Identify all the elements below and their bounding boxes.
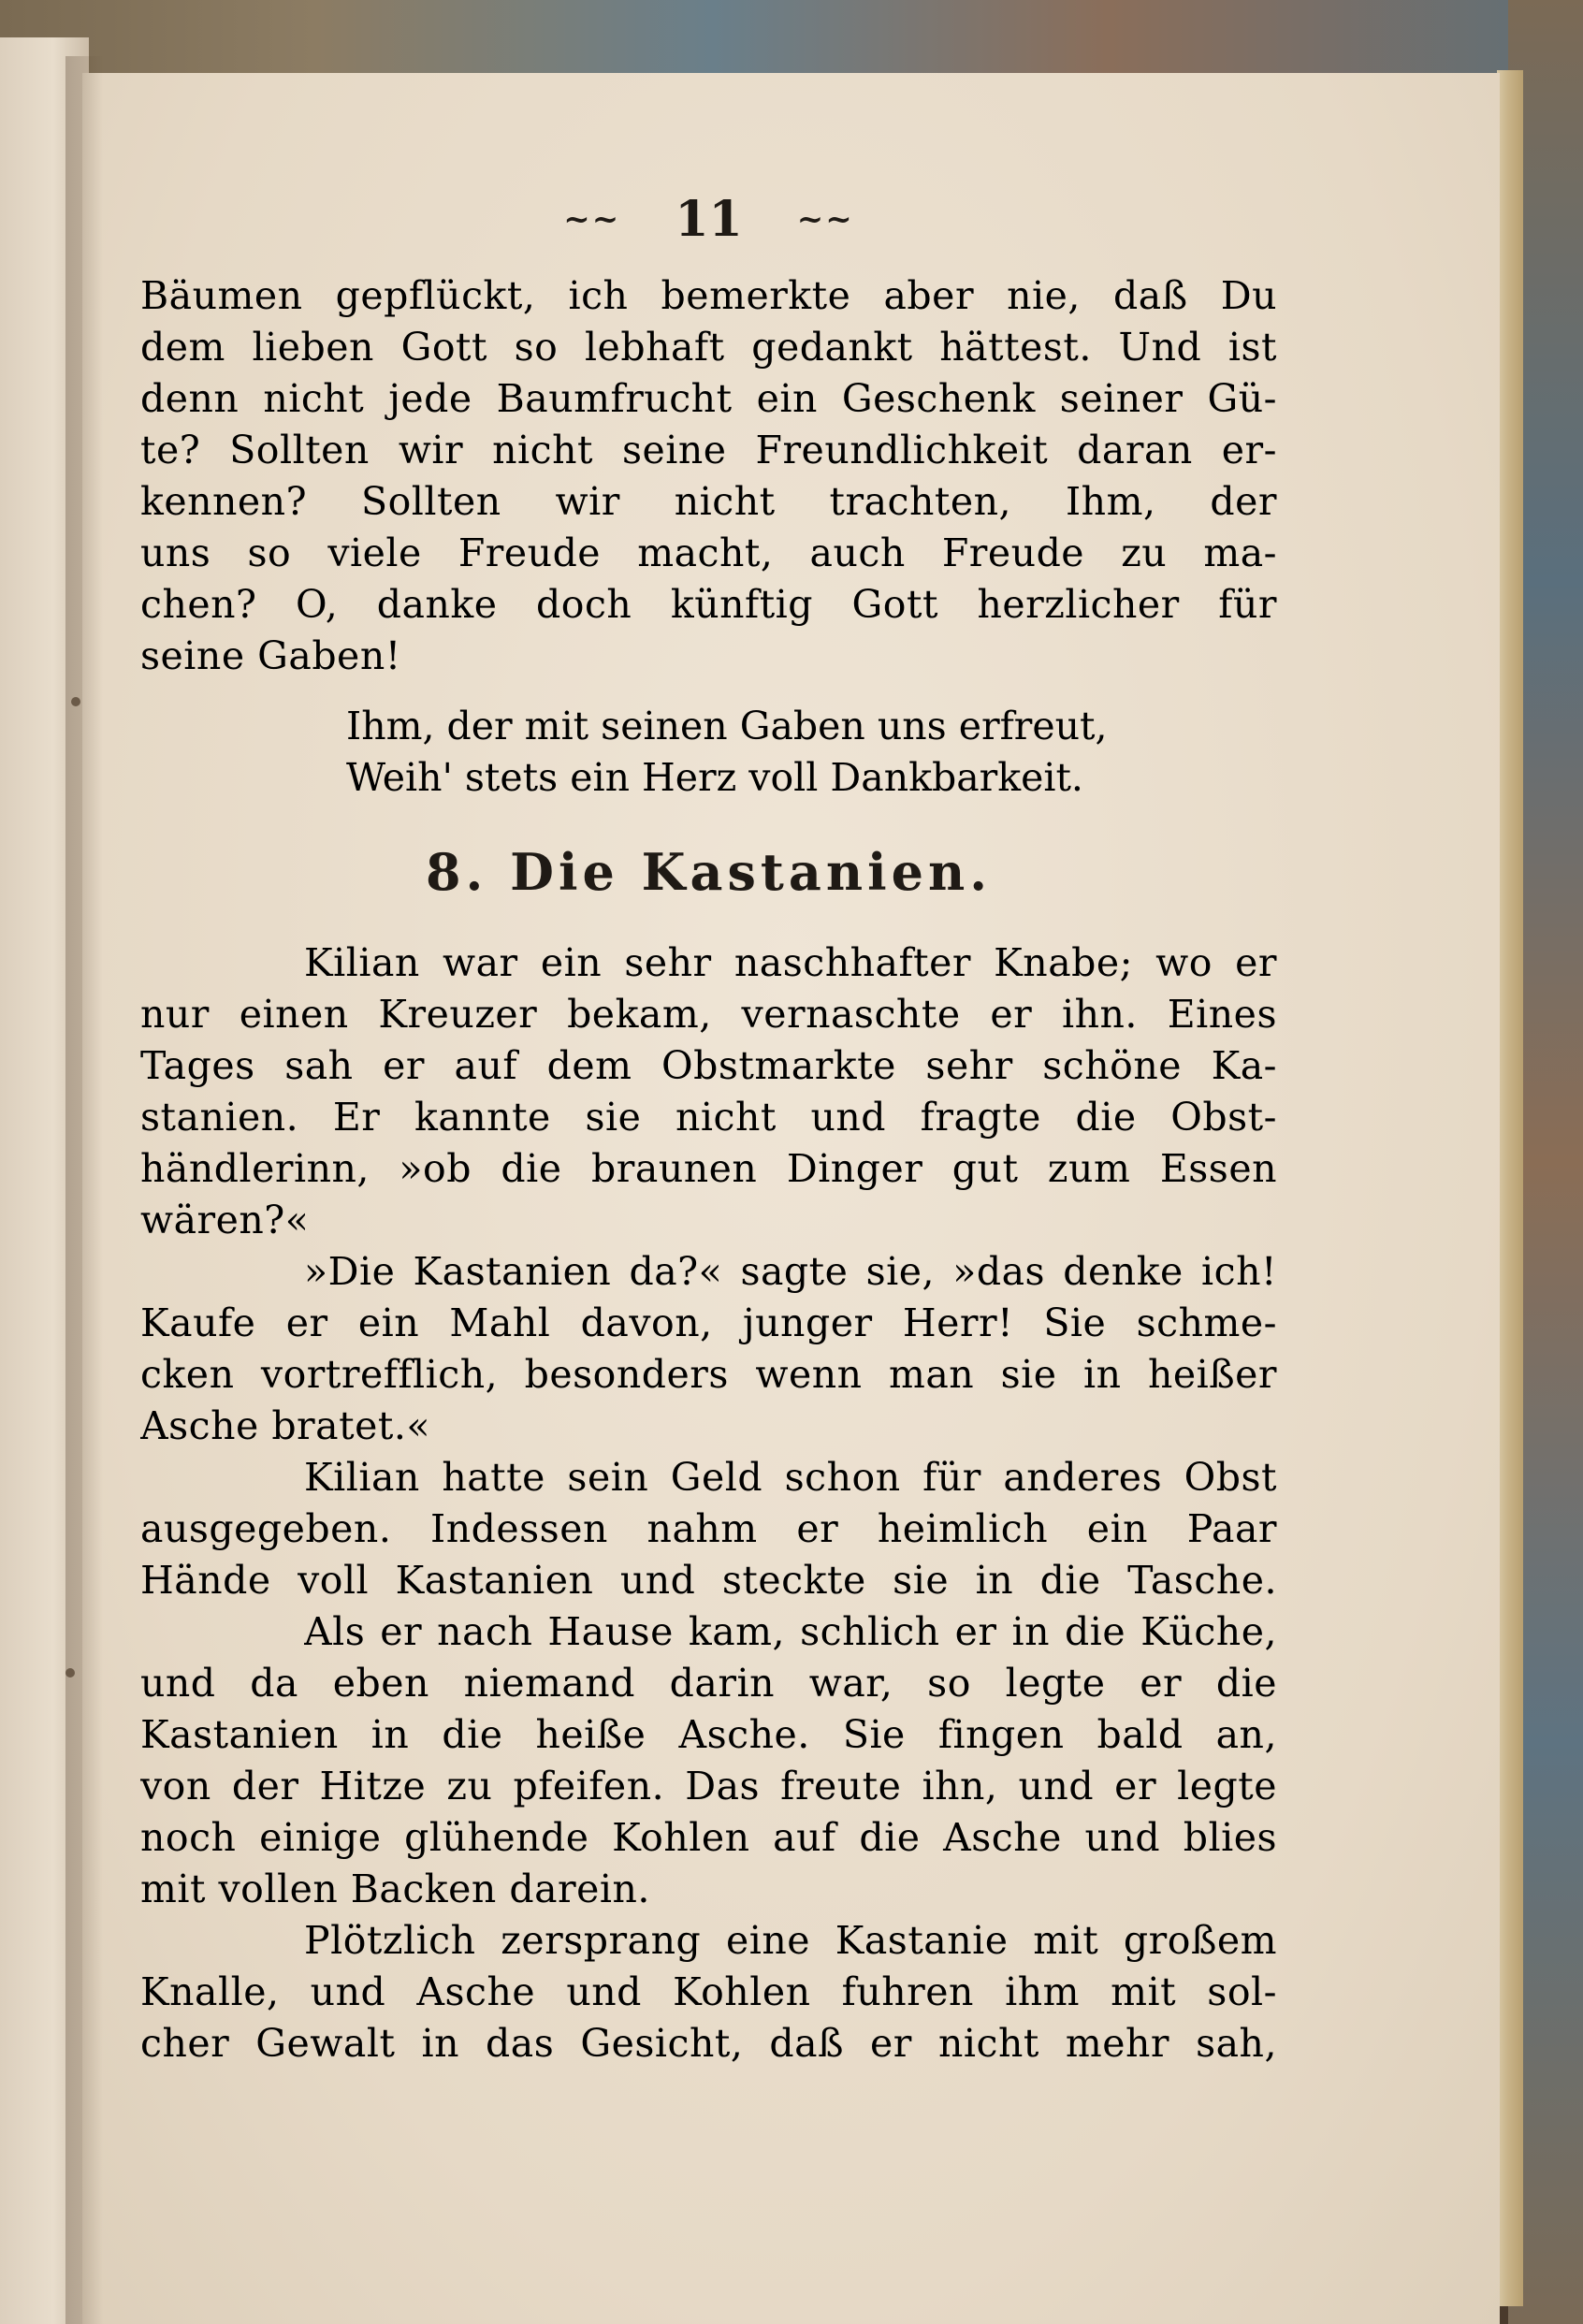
text-line: »Die Kastanien da?« sagte sie, »das denke ich!: [304, 1249, 1277, 1294]
text-line: händlerinn, »ob die braunen Dinger gut zum Essen: [140, 1146, 1277, 1191]
text-line: Kilian hatte sein Geld schon für anderes Obst: [304, 1455, 1277, 1500]
header-ornament-right: ~~: [796, 200, 854, 239]
section-heading: 8. Die Kastanien.: [425, 842, 993, 902]
text-line: und da eben niemand darin war, so legte er die: [140, 1661, 1277, 1706]
text-line: von der Hitze zu pfeifen. Das freute ihn, und er legte: [140, 1764, 1277, 1808]
text-line: noch einige glühende Kohlen auf die Asche und blies: [140, 1815, 1277, 1860]
text-line: cken vortrefflich, besonders wenn man sie in heißer: [140, 1352, 1277, 1397]
text-line: ausgegeben. Indessen nahm er heimlich ein Paar: [140, 1506, 1277, 1551]
page-header: [140, 187, 1277, 248]
text-line: uns so viele Freude macht, auch Freude zu ma-: [140, 530, 1277, 575]
text-line: Plötzlich zersprang eine Kastanie mit großem: [304, 1918, 1277, 1963]
text-line: Kastanien in die heiße Asche. Sie fingen bald an,: [140, 1712, 1277, 1757]
text-line: Als er nach Hause kam, schlich er in die Küche,: [304, 1609, 1277, 1654]
binding-stitch: [71, 697, 80, 706]
text-line: Kilian war ein sehr naschhafter Knabe; wo er: [304, 940, 1277, 985]
book-cover-top: [0, 0, 1583, 84]
text-line: Bäumen gepflückt, ich bemerkte aber nie, daß Du: [140, 273, 1277, 318]
text-line: seine Gaben!: [140, 633, 401, 678]
text-line: cher Gewalt in das Gesicht, daß er nicht mehr sah,: [140, 2021, 1277, 2066]
text-line: Tages sah er auf dem Obstmarkte sehr schöne Ka-: [140, 1043, 1277, 1088]
header-ornament-left: ~~: [563, 200, 621, 239]
text-line: stanien. Er kannte sie nicht und fragte die Obst-: [140, 1095, 1277, 1140]
text-line: Asche bratet.«: [140, 1403, 430, 1448]
text-line: Kaufe er ein Mahl davon, junger Herr! Sie schme-: [140, 1300, 1277, 1345]
binding-stitch: [65, 1668, 75, 1678]
page-number: 11: [675, 191, 743, 248]
text-line: Knalle, und Asche und Kohlen fuhren ihm mit sol-: [140, 1969, 1277, 2014]
text-line: kennen? Sollten wir nicht trachten, Ihm, der: [140, 479, 1277, 524]
page-edges: [1497, 70, 1523, 2306]
verse-line: Weih' stets ein Herz voll Dankbarkeit.: [346, 755, 1083, 800]
gutter-shadow: [65, 56, 103, 2324]
text-line: Hände voll Kastanien und steckte sie in die Tasche.: [140, 1558, 1277, 1603]
text-line: dem lieben Gott so lebhaft gedankt hättest. Und ist: [140, 325, 1277, 370]
text-line: te? Sollten wir nicht seine Freundlichkeit daran er-: [140, 428, 1277, 472]
text-line: wären?«: [140, 1198, 310, 1242]
text-line: mit vollen Backen darein.: [140, 1866, 650, 1911]
verse-line: Ihm, der mit seinen Gaben uns erfreut,: [346, 704, 1108, 748]
text-line: nur einen Kreuzer bekam, vernaschte er ihn. Eines: [140, 992, 1277, 1037]
text-line: chen? O, danke doch künftig Gott herzlicher für: [140, 582, 1277, 627]
text-line: denn nicht jede Baumfrucht ein Geschenk seiner Gü-: [140, 376, 1277, 421]
